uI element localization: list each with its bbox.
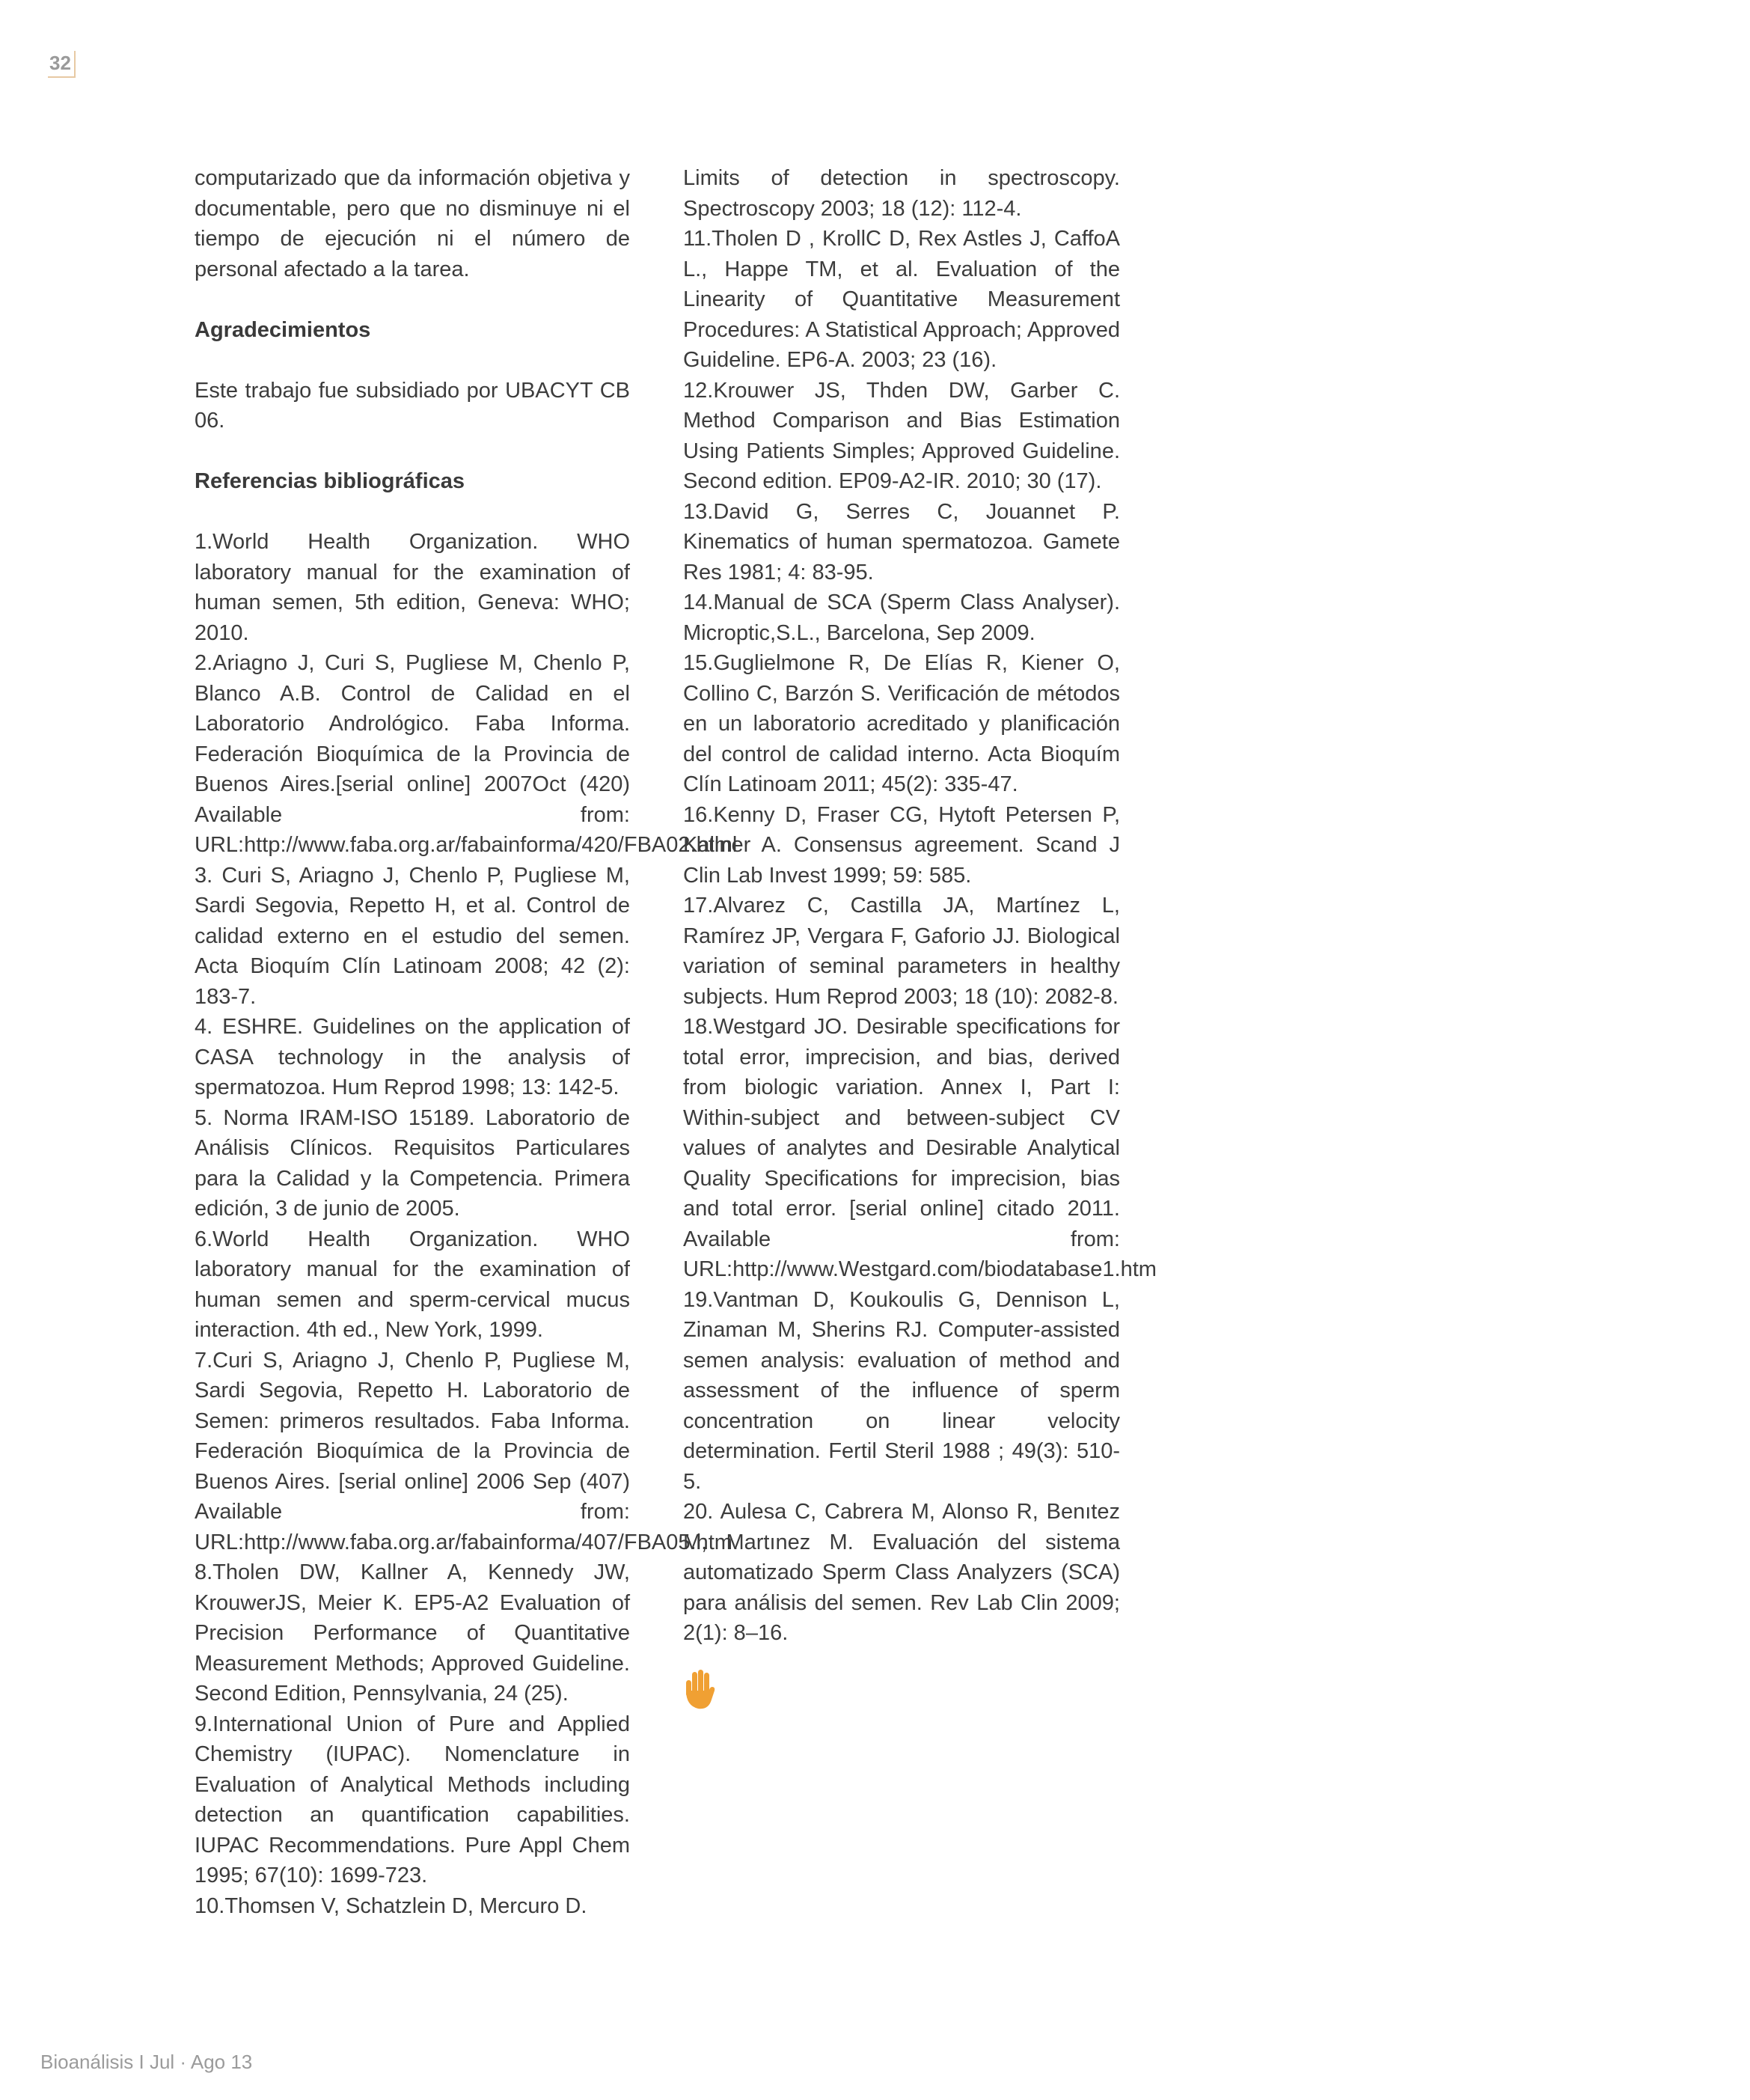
reference-item: 5. Norma IRAM-ISO 15189. Laboratorio de Análisis Clínicos. Requisitos Particulares para la Calidad y la Competencia. Primera edición, 3 de junio de 2005.: [195, 1105, 630, 1221]
reference-item: 10.Thomsen V, Schatzlein D, Mercuro D.: [195, 1893, 587, 1918]
acknowledgements-heading: Agradecimientos: [195, 317, 371, 342]
reference-item: 18.Westgard JO. Desirable specifications for total error, imprecision, and bias, derived from biologic variation. Annex I, Part I: Within-subject and between-subject CV values of analytes and Desirable Analytical Quality Specifications for imprecision, bias and total error. [serial online] citado 2011. Available from: URL:http://www.Westgard.com/biodatabase1.htm: [683, 1015, 1157, 1281]
reference-item: 2.Ariagno J, Curi S, Pugliese M, Chenlo P, Blanco A.B. Control de Calidad en el Laboratorio Andrológico. Faba Informa. Federación Bioquímica de la Provincia de Buenos Aires.[serial online] 2007Oct (420) Available from: URL:http://www.faba.org.ar/fabainforma/420/FBA02.html: [195, 651, 738, 857]
reference-item: 13.David G, Serres C, Jouannet P. Kinematics of human spermatozoa. Gamete Res 1981; 4: 83-95.: [683, 499, 1120, 584]
reference-item: 19.Vantman D, Koukoulis G, Dennison L, Zinaman M, Sherins RJ. Computer-assisted semen analysis: evaluation of method and assessment of the influence of sperm concentration on linear velocity determination. Fertil Steril 1988 ; 49(3): 510-5.: [683, 1287, 1120, 1494]
reference-item: 20. Aulesa C, Cabrera M, Alonso R, Benıtez M, Martınez M. Evaluación del sistema automatizado Sperm Class Analyzers (SCA) para análisis del semen. Rev Lab Clin 2009; 2(1): 8–16.: [683, 1500, 1120, 1645]
references-list-right: [683, 163, 1157, 1649]
reference-item: 17.Alvarez C, Castilla JA, Martínez L, Ramírez JP, Vergara F, Gaforio JJ. Biological variation of seminal parameters in healthy subjects. Hum Reprod 2003; 18 (10): 2082-8.: [683, 894, 1120, 1009]
references-list-left: [195, 527, 738, 1921]
reference-item: 11.Tholen D , KrollC D, Rex Astles J, CaffoA L., Happe TM, et al. Evaluation of the Linearity of Quantitative Measurement Procedures: A Statistical Approach; Approved Guideline. EP6-A. 2003; 23 (16).: [683, 227, 1120, 372]
reference-item: 8.Tholen DW, Kallner A, Kennedy JW, KrouwerJS, Meier K. EP5-A2 Evaluation of Precision Performance of Quantitative Measurement Methods; Approved Guideline. Second Edition, Pennsylvania, 24 (25).: [195, 1560, 630, 1706]
reference-item: 14.Manual de SCA (Sperm Class Analyser). Microptic,S.L., Barcelona, Sep 2009.: [683, 590, 1120, 645]
references-heading: Referencias bibliográficas: [195, 469, 465, 493]
reference-item: 12.Krouwer JS, Thden DW, Garber C. Method Comparison and Bias Estimation Using Patients Simples; Approved Guideline. Second edition. EP09-A2-IR. 2010; 30 (17).: [683, 378, 1120, 493]
reference-item: 4. ESHRE. Guidelines on the application of CASA technology in the analysis of spermatozoa. Hum Reprod 1998; 13: 142-5.: [195, 1015, 630, 1099]
reference-item: 7.Curi S, Ariagno J, Chenlo P, Pugliese M, Sardi Segovia, Repetto H. Laboratorio de Semen: primeros resultados. Faba Informa. Federación Bioquímica de la Provincia de Buenos Aires. [serial online] 2006 Sep (407) Available from: URL:http://www.faba.org.ar/fabainforma/407/FBA05.htm.: [195, 1348, 738, 1554]
reference-item: 15.Guglielmone R, De Elías R, Kiener O, Collino C, Barzón S. Verificación de métodos en un laboratorio acreditado y planificación del control de calidad interno. Acta Bioquím Clín Latinoam 2011; 45(2): 335-47.: [683, 651, 1120, 796]
footer-publication: Bioanálisis I Jul · Ago 13: [40, 2051, 253, 2073]
intro-paragraph: computarizado que da información objetiva y documentable, pero que no disminuye ni el tiempo de ejecución ni el número de personal afectado a la tarea.: [195, 166, 630, 281]
acknowledgements-text: Este trabajo fue subsidiado por UBACYT CB 06.: [195, 378, 630, 433]
reference-item: 6.World Health Organization. WHO laboratory manual for the examination of human semen and sperm-cervical mucus interaction. 4th ed., New York, 1999.: [195, 1227, 630, 1342]
hand-icon: [683, 1668, 716, 1710]
reference-item: 3. Curi S, Ariagno J, Chenlo P, Pugliese M, Sardi Segovia, Repetto H, et al. Control de calidad externo en el estudio del semen. Acta Bioquím Clín Latinoam 2008; 42 (2): 183-7.: [195, 863, 630, 1009]
left-column: [195, 163, 738, 1921]
right-column: [683, 163, 1157, 1710]
reference-item: 9.International Union of Pure and Applied Chemistry (IUPAC). Nomenclature in Evaluation of Analytical Methods including detection an quantification capabilities. IUPAC Recommendations. Pure Appl Chem 1995; 67(10): 1699-723.: [195, 1712, 630, 1887]
reference-item: 16.Kenny D, Fraser CG, Hytoft Petersen P, Kallner A. Consensus agreement. Scand J Clin Lab Invest 1999; 59: 585.: [683, 802, 1120, 888]
page-number: 32: [48, 51, 76, 78]
reference-item: Limits of detection in spectroscopy. Spectroscopy 2003; 18 (12): 112-4.: [683, 166, 1120, 221]
reference-item: 1.World Health Organization. WHO laboratory manual for the examination of human semen, 5th edition, Geneva: WHO; 2010.: [195, 530, 630, 645]
